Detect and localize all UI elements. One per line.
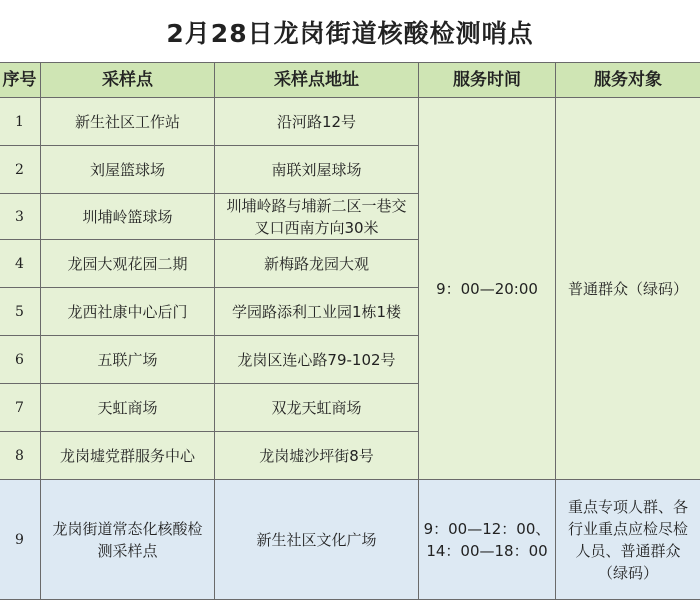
row-number: 5 [0, 288, 41, 336]
service-target [556, 98, 700, 480]
service-target-line: 人员、普通群众 [575, 541, 681, 560]
site-address: 双龙天虹商场 [215, 384, 419, 432]
service-time-line: 9：00—12：00、 [423, 519, 551, 538]
site-address-line: 圳埔岭路与埔新二区一巷交 [226, 196, 407, 215]
service-time-line: 14：00—18：00 [426, 541, 548, 560]
site-address: 学园路添利工业园1栋1楼 [215, 288, 419, 336]
service-target-line: （绿码） [597, 563, 658, 582]
site-address: 新生社区文化广场 [215, 480, 419, 600]
service-target [556, 480, 700, 600]
site-address [215, 194, 419, 240]
site-name: 天虹商场 [41, 384, 215, 432]
site-name: 龙岗墟党群服务中心 [41, 432, 215, 480]
site-address: 龙岗区连心路79-102号 [215, 336, 419, 384]
site-address: 南联刘屋球场 [215, 146, 419, 194]
row-number: 7 [0, 384, 41, 432]
service-target-line: 行业重点应检尽检 [567, 519, 688, 538]
service-target-text: 普通群众（绿码） [567, 279, 688, 298]
service-time-text: 9：00—20:00 [436, 279, 538, 298]
service-time [419, 480, 556, 600]
header-target: 服务对象 [556, 63, 700, 98]
site-name: 圳埔岭篮球场 [41, 194, 215, 240]
testing-sites-table [0, 62, 700, 600]
site-name [41, 480, 215, 600]
row-number: 6 [0, 336, 41, 384]
header-time: 服务时间 [419, 63, 556, 98]
header-address: 采样点地址 [215, 63, 419, 98]
header-site: 采样点 [41, 63, 215, 98]
row-number: 3 [0, 194, 41, 240]
site-name: 龙西社康中心后门 [41, 288, 215, 336]
site-address-line: 叉口西南方向30米 [254, 218, 379, 237]
header-no: 序号 [0, 63, 41, 98]
site-address: 沿河路12号 [215, 98, 419, 146]
site-name-line: 龙岗街道常态化核酸检 [52, 519, 203, 538]
row-number: 8 [0, 432, 41, 480]
site-name-line: 测采样点 [97, 541, 158, 560]
row-number: 9 [0, 480, 41, 600]
site-name: 刘屋篮球场 [41, 146, 215, 194]
site-name: 龙园大观花园二期 [41, 240, 215, 288]
row-number: 4 [0, 240, 41, 288]
page-title: 2月28日龙岗街道核酸检测哨点 [166, 19, 534, 48]
service-time [419, 98, 556, 480]
table-row [0, 480, 700, 600]
site-name: 新生社区工作站 [41, 98, 215, 146]
table-header-row [0, 63, 700, 98]
row-number: 1 [0, 98, 41, 146]
service-target-line: 重点专项人群、各 [567, 497, 688, 516]
table-row [0, 98, 700, 146]
site-name: 五联广场 [41, 336, 215, 384]
row-number: 2 [0, 146, 41, 194]
site-address: 龙岗墟沙坪街8号 [215, 432, 419, 480]
site-address: 新梅路龙园大观 [215, 240, 419, 288]
